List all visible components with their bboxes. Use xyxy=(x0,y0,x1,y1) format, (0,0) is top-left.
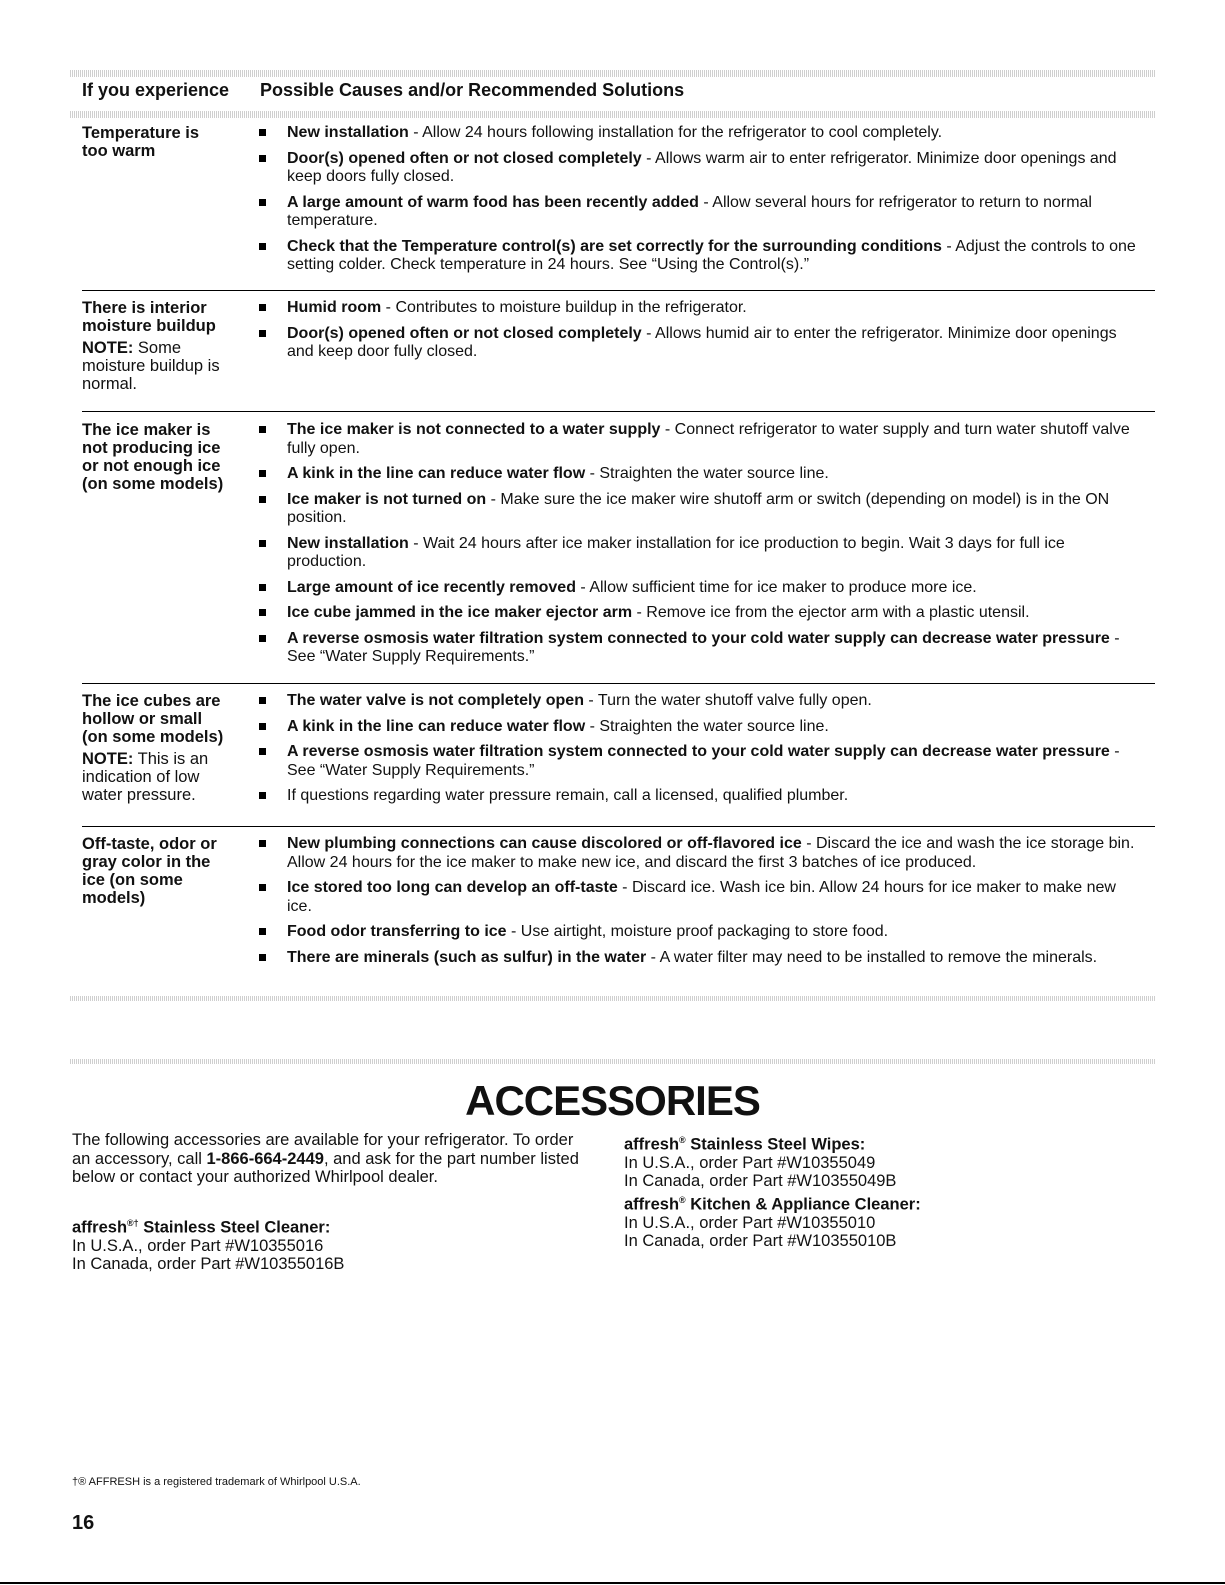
header-col-solutions: Possible Causes and/or Recommended Solutions xyxy=(260,80,685,100)
solution-item: A large amount of warm food has been recently added - Allow several hours for refrigerator to return to normal temperature. xyxy=(256,194,1136,231)
solution-list xyxy=(256,124,1136,282)
solution-item: Check that the Temperature control(s) are set correctly for the surrounding conditions - Adjust the controls to one setting colder. Check temperature in 24 hours. See “Using the Control(s).” xyxy=(256,238,1136,275)
footnote: †® AFFRESH is a registered trademark of Whirlpool U.S.A. xyxy=(72,1476,361,1488)
accessory-item: affresh®† Stainless Steel Cleaner: In U.S.A., order Part #W10355016 In Canada, order Part #W10355016B xyxy=(72,1214,344,1273)
row-divider xyxy=(82,411,1155,412)
bullet-square-icon xyxy=(259,748,266,755)
header-col-problem: If you experience xyxy=(82,80,230,100)
header-bottom-band xyxy=(70,111,1155,118)
solution-item: Ice cube jammed in the ice maker ejector arm - Remove ice from the ejector arm with a plastic utensil. xyxy=(256,604,1136,623)
bullet-square-icon xyxy=(259,540,266,547)
bullet-square-icon xyxy=(259,199,266,206)
table-bottom-band xyxy=(70,996,1155,1001)
bullet-square-icon xyxy=(259,155,266,162)
solution-list xyxy=(256,421,1136,674)
solution-item: There are minerals (such as sulfur) in the water - A water filter may need to be installed to remove the minerals. xyxy=(256,949,1136,968)
solution-item: New installation - Wait 24 hours after ice maker installation for ice production to begin. Wait 3 days for full ice production. xyxy=(256,535,1136,572)
problem-label: Temperature is too warm xyxy=(82,124,200,160)
bullet-square-icon xyxy=(259,304,266,311)
problem-label: There is interior moisture buildup NOTE: Some moisture buildup is normal. xyxy=(82,299,242,393)
bullet-square-icon xyxy=(259,609,266,616)
accessory-item: affresh® Kitchen & Appliance Cleaner: In U.S.A., order Part #W10355010 In Canada, order Part #W10355010B xyxy=(624,1191,921,1250)
problem-note: NOTE: This is an indication of low water pressure. xyxy=(82,750,209,804)
bullet-square-icon xyxy=(259,928,266,935)
solution-item: Food odor transferring to ice - Use airtight, moisture proof packaging to store food. xyxy=(256,923,1136,942)
row-divider xyxy=(82,683,1155,684)
bullet-square-icon xyxy=(259,584,266,591)
problem-label: The ice maker is not producing ice or not enough ice (on some models) xyxy=(82,421,224,493)
solution-item: The ice maker is not connected to a water supply - Connect refrigerator to water supply and turn water shutoff valve fully open. xyxy=(256,421,1136,458)
solution-item: Door(s) opened often or not closed completely - Allows warm air to enter refrigerator. Minimize door openings and keep doors fully closed. xyxy=(256,150,1136,187)
accessory-name: affresh®† Stainless Steel Cleaner: xyxy=(72,1218,331,1237)
bullet-square-icon xyxy=(259,954,266,961)
solution-item: Large amount of ice recently removed - Allow sufficient time for ice maker to produce more ice. xyxy=(256,579,1136,598)
solution-item: A kink in the line can reduce water flow - Straighten the water source line. xyxy=(256,718,1136,737)
accessories-title: ACCESSORIES xyxy=(465,1077,760,1124)
solution-item: A reverse osmosis water filtration system connected to your cold water supply can decrease water pressure - See “Water Supply Requirements.” xyxy=(256,743,1136,780)
page-bottom-rule xyxy=(0,1582,1225,1584)
solution-item: New plumbing connections can cause discolored or off-flavored ice - Discard the ice and wash the ice storage bin. Allow 24 hours for the ice maker to make new ice, and discard the first 3 batches of ice produced. xyxy=(256,835,1136,872)
solution-list xyxy=(256,835,1136,974)
bullet-square-icon xyxy=(259,840,266,847)
bullet-square-icon xyxy=(259,697,266,704)
solution-item: A kink in the line can reduce water flow - Straighten the water source line. xyxy=(256,465,1136,484)
page-number: 16 xyxy=(72,1512,95,1534)
problem-note: NOTE: Some moisture buildup is normal. xyxy=(82,339,220,393)
bullet-square-icon xyxy=(259,426,266,433)
solution-item: Door(s) opened often or not closed completely - Allows humid air to enter the refrigerator. Minimize door openings and keep door fully closed. xyxy=(256,325,1136,362)
accessories-top-band xyxy=(70,1059,1155,1064)
accessory-name: affresh® Kitchen & Appliance Cleaner: xyxy=(624,1195,921,1214)
bullet-square-icon xyxy=(259,635,266,642)
table-header xyxy=(82,80,685,101)
bullet-square-icon xyxy=(259,723,266,730)
accessory-item: affresh® Stainless Steel Wipes: In U.S.A., order Part #W10355049 In Canada, order Part #W10355049B xyxy=(624,1131,896,1190)
row-divider xyxy=(82,826,1155,827)
bullet-square-icon xyxy=(259,243,266,250)
solution-list xyxy=(256,692,1136,813)
bullet-square-icon xyxy=(259,470,266,477)
solution-list xyxy=(256,299,1136,369)
solution-item: Humid room - Contributes to moisture buildup in the refrigerator. xyxy=(256,299,1136,318)
problem-label: The ice cubes are hollow or small (on some models) NOTE: This is an indication of low water pressure. xyxy=(82,692,242,804)
solution-item: If questions regarding water pressure remain, call a licensed, qualified plumber. xyxy=(256,787,1136,806)
solution-item: The water valve is not completely open - Turn the water shutoff valve fully open. xyxy=(256,692,1136,711)
bullet-square-icon xyxy=(259,792,266,799)
row-divider xyxy=(82,290,1155,291)
solution-item: New installation - Allow 24 hours following installation for the refrigerator to cool completely. xyxy=(256,124,1136,143)
accessories-intro: The following accessories are available for your refrigerator. To order an accessory, call 1-866-664-2449, and ask for the part number listed below or contact your authorized Whirlpool dealer. xyxy=(72,1131,579,1186)
bullet-square-icon xyxy=(259,129,266,136)
bullet-square-icon xyxy=(259,496,266,503)
solution-item: Ice maker is not turned on - Make sure the ice maker wire shutoff arm or switch (depending on model) is in the ON position. xyxy=(256,491,1136,528)
header-top-band xyxy=(70,70,1155,77)
bullet-square-icon xyxy=(259,884,266,891)
bullet-square-icon xyxy=(259,330,266,337)
problem-label: Off-taste, odor or gray color in the ice (on some models) xyxy=(82,835,217,907)
solution-item: Ice stored too long can develop an off-taste - Discard ice. Wash ice bin. Allow 24 hours for ice maker to make new ice. xyxy=(256,879,1136,916)
accessory-name: affresh® Stainless Steel Wipes: xyxy=(624,1135,866,1154)
solution-item: A reverse osmosis water filtration system connected to your cold water supply can decrease water pressure - See “Water Supply Requirements.” xyxy=(256,630,1136,667)
phone-number: 1-866-664-2449 xyxy=(206,1149,324,1168)
